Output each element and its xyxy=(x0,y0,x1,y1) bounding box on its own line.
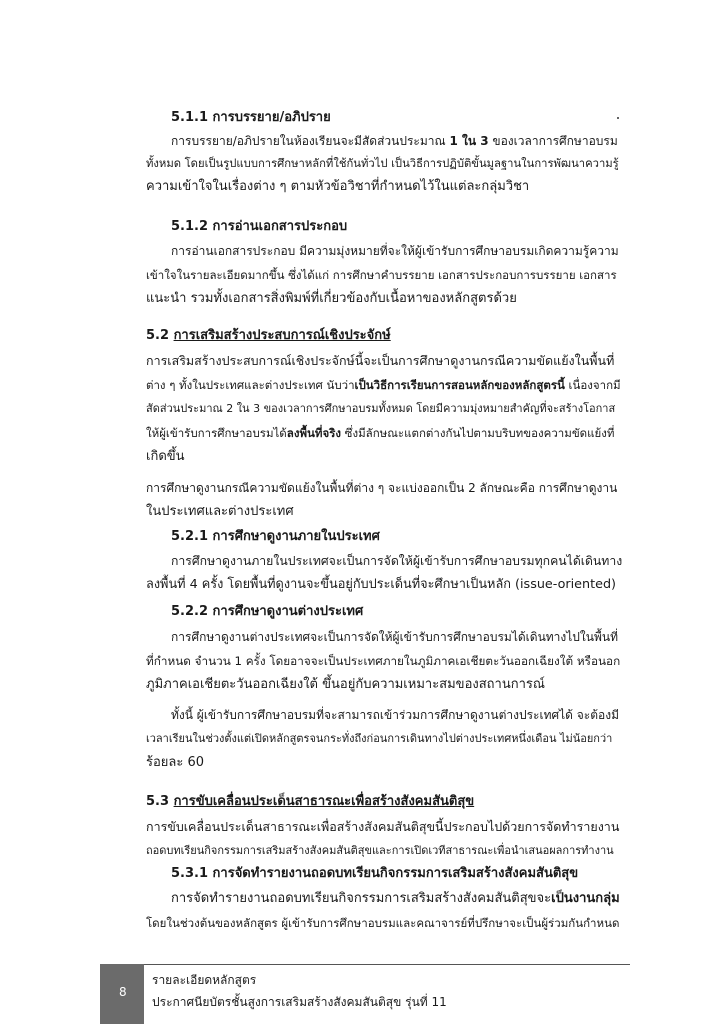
paragraph-5-2-line-4: ให้ผู้เข้ารับการศึกษาอบรมได้ลงพื้นที่จริง ซึ่งมีลักษณะแตกต่างกันไปตามบริบทของความขัดแย้งที่ xyxy=(146,426,615,440)
paragraph-5-3-1-line-1: การจัดทำรายงานถอดบทเรียนกิจกรรมการเสริมสร้างสังคมสันติสุขจะเป็นงานกลุ่ม xyxy=(171,891,620,906)
paragraph-5-2-line-7: ในประเทศและต่างประเทศ xyxy=(146,504,294,519)
paragraph-5-2-line-2: ต่าง ๆ ทั้งในประเทศและต่างประเทศ นับว่าเป็นวิธีการเรียนการสอนหลักของหลักสูตรนี้ เนื่องจากมี xyxy=(146,378,621,392)
paragraph-5-2-2-line-2: ที่กำหนด จำนวน 1 ครั้ง โดยอาจจะเป็นประเทศภายในภูมิภาคเอเชียตะวันออกเฉียงใต้ หรือนอก xyxy=(146,654,621,668)
stray-mark xyxy=(617,117,619,119)
paragraph-5-2-line-3: สัดส่วนประมาณ 2 ใน 3 ของเวลาการศึกษาอบรมทั้งหมด โดยมีความมุ่งหมายสำคัญที่จะสร้างโอกาส xyxy=(146,402,616,415)
paragraph-5-2-1-line-2: ลงพื้นที่ 4 ครั้ง โดยพื้นที่ดูงานจะขึ้นอยู่กับประเด็นที่จะศึกษาเป็นหลัก (issue-oriented) xyxy=(146,577,617,592)
paragraph-5-1-2-line-1: การอ่านเอกสารประกอบ มีความมุ่งหมายที่จะให้ผู้เข้ารับการศึกษาอบรมเกิดความรู้ความ xyxy=(171,244,619,258)
paragraph-5-2-line-1: การเสริมสร้างประสบการณ์เชิงประจักษ์นี้จะเป็นการศึกษาดูงานกรณีความขัดแย้งในพื้นที่ xyxy=(146,353,615,368)
paragraph-5-2-2-line-3: ภูมิภาคเอเชียตะวันออกเฉียงใต้ ขึ้นอยู่กับความเหมาะสมของสถานการณ์ xyxy=(146,677,545,692)
paragraph-5-1-2-line-3: แนะนำ รวมทั้งเอกสารสิ่งพิมพ์ที่เกี่ยวข้องกับเนื้อหาของหลักสูตรด้วย xyxy=(146,291,517,306)
paragraph-5-1-2-line-2: เข้าใจในรายละเอียดมากขึ้น ซึ่งได้แก่ การศึกษาคำบรรยาย เอกสารประกอบการบรรยาย เอกสาร xyxy=(146,268,617,282)
paragraph-5-1-1-line-1: การบรรยาย/อภิปรายในห้องเรียนจะมีสัดส่วนประมาณ 1 ใน 3 ของเวลาการศึกษาอบรม xyxy=(171,134,618,148)
paragraph-5-1-1-line-3: ความเข้าใจในเรื่องต่าง ๆ ตามหัวข้อวิชาที่กำหนดไว้ในแต่ละกลุ่มวิชา xyxy=(146,179,530,194)
page-number-box xyxy=(100,964,144,1024)
heading-5-2: 5.2 การเสริมสร้างประสบการณ์เชิงประจักษ์ xyxy=(146,328,391,343)
heading-5-2-2: 5.2.2 การศึกษาดูงานต่างประเทศ xyxy=(171,604,364,619)
paragraph-5-2-line-5: เกิดขึ้น xyxy=(146,449,185,464)
paragraph-5-2-1-line-1: การศึกษาดูงานภายในประเทศจะเป็นการจัดให้ผู้เข้ารับการศึกษาอบรมทุกคนได้เดินทาง xyxy=(171,554,623,568)
heading-5-3: 5.3 การขับเคลื่อนประเด็นสาธารณะเพื่อสร้างสังคมสันติสุข xyxy=(146,794,475,809)
heading-5-2-1: 5.2.1 การศึกษาดูงานภายในประเทศ xyxy=(171,529,380,544)
page-number: 8 xyxy=(119,985,127,999)
paragraph-5-2-2-line-6: ร้อยละ 60 xyxy=(146,755,205,770)
heading-5-1-2: 5.1.2 การอ่านเอกสารประกอบ xyxy=(171,219,348,234)
footer-line-2: ประกาศนียบัตรชั้นสูงการเสริมสร้างสังคมสันติสุข รุ่นที่ 11 xyxy=(152,995,447,1009)
paragraph-5-2-2-line-4: ทั้งนี้ ผู้เข้ารับการศึกษาอบรมที่จะสามารถเข้าร่วมการศึกษาดูงานต่างประเทศได้ จะต้องมี xyxy=(171,708,620,722)
paragraph-5-2-2-line-1: การศึกษาดูงานต่างประเทศจะเป็นการจัดให้ผู้เข้ารับการศึกษาอบรมได้เดินทางไปในพื้นที่ xyxy=(171,630,619,644)
paragraph-5-2-2-line-5: เวลาเรียนในช่วงตั้งแต่เปิดหลักสูตรจนกระทั่งถึงก่อนการเดินทางไปต่างประเทศหนึ่งเดือน ไม่น้อยกว่า xyxy=(146,732,613,745)
footer-divider xyxy=(100,964,630,965)
paragraph-5-3-line-2: ถอดบทเรียนกิจกรรมการเสริมสร้างสังคมสันติสุขและการเปิดเวทีสาธารณะเพื่อนำเสนอผลการทำงาน xyxy=(146,844,614,857)
heading-5-1-1: 5.1.1 การบรรยาย/อภิปราย xyxy=(171,110,331,125)
paragraph-5-1-1-line-2: ทั้งหมด โดยเป็นรูปแบบการศึกษาหลักที่ใช้กันทั่วไป เป็นวิธีการปฏิบัติขั้นมูลฐานในการพัฒนาความรู้ xyxy=(146,157,619,170)
paragraph-5-3-line-1: การขับเคลื่อนประเด็นสาธารณะเพื่อสร้างสังคมสันติสุขนี้ประกอบไปด้วยการจัดทำรายงาน xyxy=(146,819,620,834)
footer-line-1: รายละเอียดหลักสูตร xyxy=(152,973,257,987)
paragraph-5-2-line-6: การศึกษาดูงานกรณีความขัดแย้งในพื้นที่ต่าง ๆ จะแบ่งออกเป็น 2 ลักษณะคือ การศึกษาดูงาน xyxy=(146,481,618,495)
heading-5-3-1: 5.3.1 การจัดทำรายงานถอดบทเรียนกิจกรรมการเสริมสร้างสังคมสันติสุข xyxy=(171,866,579,881)
paragraph-5-3-1-line-2: โดยในช่วงต้นของหลักสูตร ผู้เข้ารับการศึกษาอบรมและคณาจารย์ที่ปรึกษาจะเป็นผู้ร่วมกันกำหนด xyxy=(146,916,620,930)
